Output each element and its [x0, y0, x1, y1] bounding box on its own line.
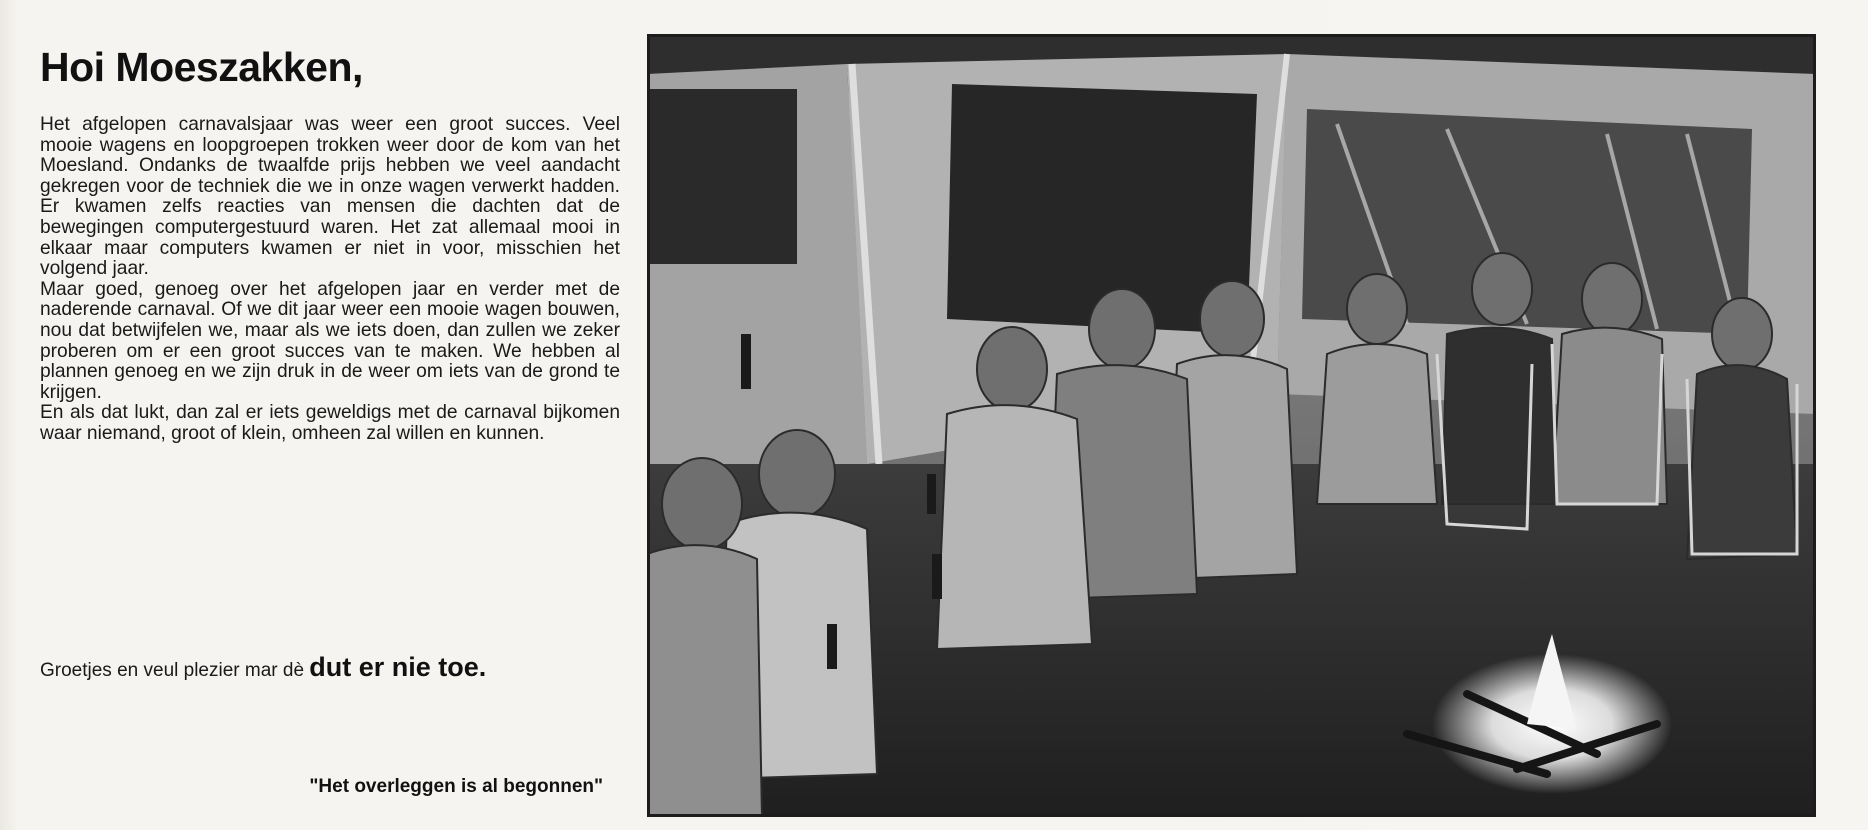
closing-emphasis: dut er nie toe. [309, 652, 487, 682]
article-paragraph: Het afgelopen carnavalsjaar was weer een groot succes. Veel mooie wagens en loopgroepen trokken weer door de kom van het Moesland. Ondanks de twaalfde prijs hebben we veel aandacht gekregen voor de techniek die we in onze wagen verwerkt hadden. Er kwamen zelfs reacties van mensen die dachten dat de bewegingen computergestuurd waren. Het zat allemaal mooi in elkaar maar computers kwamen er niet in voor, misschien het volgend jaar. [40, 114, 620, 280]
article-column [40, 44, 620, 445]
closing-greeting: Groetjes en veul plezier mar dè [40, 660, 310, 681]
photo-caption: "Het overleggen is al begonnen" [309, 776, 603, 797]
article-paragraph: En als dat lukt, dan zal er iets geweldigs met de carnaval bijkomen waar niemand, groot of klein, omheen zal willen en kunnen. [40, 402, 620, 444]
closing-line [40, 652, 620, 683]
article-title: Hoi Moeszakken, [40, 44, 363, 90]
photo-illustration [647, 34, 1816, 817]
article-paragraph: Maar goed, genoeg over het afgelopen jaar en verder met de naderende carnaval. Of we dit jaar weer een mooie wagen bouwen, nou dat betwijfelen we, maar als we iets doen, dan zullen we zeker proberen om er een groot succes van te maken. We hebben al plannen genoeg en we zijn druk in de weer om iets van de grond te krijgen. [40, 278, 620, 403]
article-photo [647, 34, 1816, 817]
